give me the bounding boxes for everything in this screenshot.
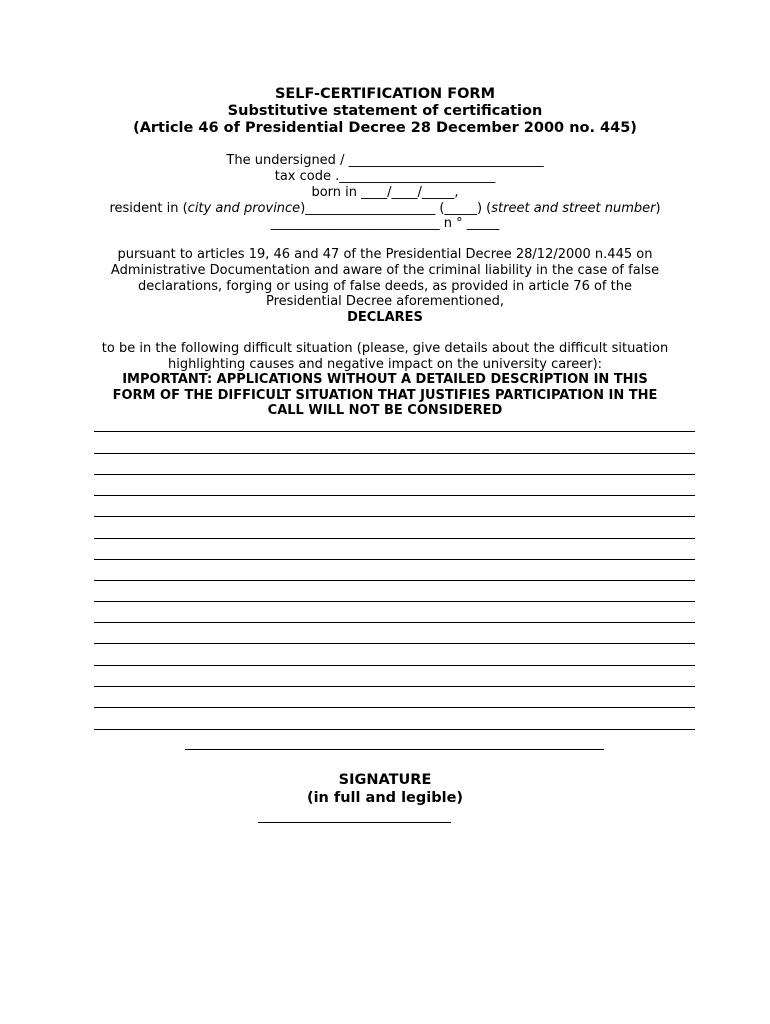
description-line[interactable] (94, 559, 695, 560)
residence-field[interactable] (0, 201, 770, 217)
street-label: street and street number (491, 201, 656, 216)
description-line[interactable] (94, 707, 695, 708)
pursuant-text-line: Administrative Documentation and aware of the criminal liability in the case of false (110, 263, 660, 278)
signature-label: SIGNATURE (338, 772, 432, 788)
description-line[interactable] (94, 729, 695, 730)
tax-code-field[interactable]: tax code .________________________ (274, 169, 496, 184)
description-line[interactable] (94, 495, 695, 496)
description-line[interactable] (94, 580, 695, 581)
pursuant-text-line: declarations, forging or using of false deeds, as provided in article 76 of the (138, 279, 632, 294)
declares-heading: DECLARES (347, 310, 423, 325)
important-notice-line: IMPORTANT: APPLICATIONS WITHOUT A DETAILED DESCRIPTION IN THIS (122, 372, 648, 387)
form-legal-reference: (Article 46 of Presidential Decree 28 December 2000 no. 445) (133, 120, 637, 136)
form-subtitle: Substitutive statement of certification (227, 103, 543, 119)
description-line[interactable] (94, 453, 695, 454)
situation-text-line: to be in the following difficult situation (please, give details about the difficult situation (101, 341, 669, 356)
description-line[interactable] (94, 601, 695, 602)
street-number-field[interactable]: __________________________ n ° _____ (270, 216, 500, 231)
important-notice-line: FORM OF THE DIFFICULT SITUATION THAT JUSTIFIES PARTICIPATION IN THE (112, 388, 658, 403)
residence-suffix: ) (655, 201, 661, 216)
description-line[interactable] (94, 643, 695, 644)
birth-date-field[interactable]: born in ____/____/_____, (311, 185, 459, 200)
city-province-label: city and province (187, 201, 301, 216)
description-line[interactable] (94, 686, 695, 687)
description-line[interactable] (94, 474, 695, 475)
undersigned-field[interactable]: The undersigned / ______________________________ (226, 153, 544, 168)
description-line[interactable] (94, 665, 695, 666)
pursuant-text-line: pursuant to articles 19, 46 and 47 of the Presidential Decree 28/12/2000 n.445 on (117, 247, 653, 262)
residence-prefix: resident in ( (109, 201, 188, 216)
form-title: SELF-CERTIFICATION FORM (274, 86, 496, 102)
signature-note: (in full and legible) (306, 790, 464, 806)
date-place-line[interactable] (185, 749, 604, 750)
signature-line[interactable] (258, 822, 451, 823)
pursuant-text-line: Presidential Decree aforementioned, (265, 294, 505, 309)
situation-text-line: highlighting causes and negative impact on the university career): (167, 357, 603, 372)
description-line[interactable] (94, 431, 695, 432)
description-line[interactable] (94, 516, 695, 517)
residence-middle: )____________________ (_____) ( (300, 201, 492, 216)
important-notice-line: CALL WILL NOT BE CONSIDERED (267, 403, 503, 418)
description-line[interactable] (94, 538, 695, 539)
description-line[interactable] (94, 622, 695, 623)
